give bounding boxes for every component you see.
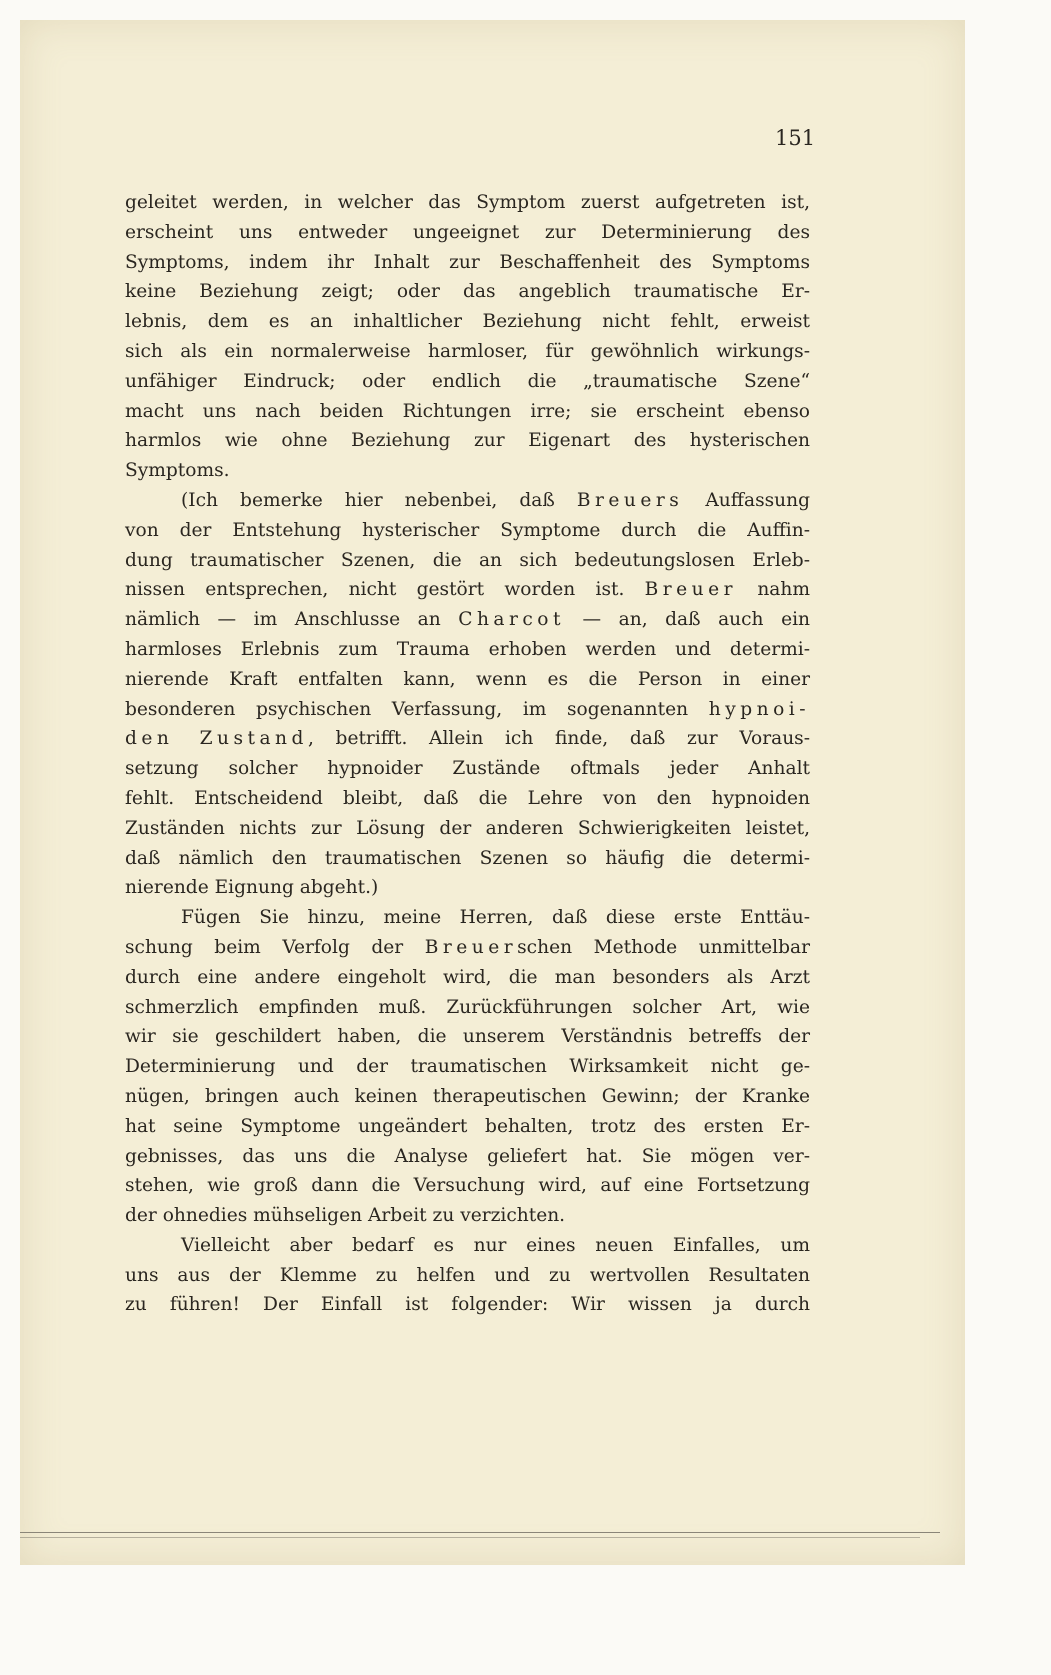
text-segment: zu führen! Der Einfall ist folgender: Wir wissen ja durch: [125, 1294, 810, 1316]
text-segment: stehen, wie groß dann die Versuchung wird, auf eine Fortsetzung: [125, 1175, 810, 1197]
text-segment: gebnisses, das uns die Analyse geliefert hat. Sie mögen ver-: [125, 1145, 810, 1167]
text-line: [125, 993, 810, 1023]
text-line: [125, 724, 810, 754]
text-line: [125, 665, 810, 695]
spaced-name: Charcot: [458, 609, 565, 631]
text-line: [125, 844, 810, 874]
text-line: [125, 307, 810, 337]
text-segment: erscheint uns entweder ungeeignet zur Determinierung des: [125, 221, 810, 243]
text-line: [125, 873, 810, 903]
text-line: [125, 754, 810, 784]
text-segment: nissen entsprechen, nicht gestört worden ist.: [125, 579, 645, 601]
text-line: [125, 605, 810, 635]
text-line: [125, 188, 810, 218]
text-segment: Symptoms, indem ihr Inhalt zur Beschaffenheit des Symptoms: [125, 251, 810, 273]
text-segment: nügen, bringen auch keinen therapeutischen Gewinn; der Kranke: [125, 1085, 810, 1107]
text-segment: geleitet werden, in welcher das Symptom zuerst aufgetreten ist,: [125, 192, 810, 213]
text-segment: besonderen psychischen Verfassung, im sogenannten: [125, 698, 709, 720]
text-line: [125, 814, 810, 844]
text-segment: uns aus der Klemme zu helfen und zu wertvollen Resultaten: [125, 1264, 810, 1286]
text-line: [125, 1112, 810, 1142]
text-line: [125, 784, 810, 814]
text-segment: keine Beziehung zeigt; oder das angeblich traumatische Er-: [125, 281, 810, 303]
text-segment: Symptoms.: [125, 460, 230, 482]
spaced-name: Breuers: [576, 489, 684, 511]
text-line: [125, 397, 810, 427]
text-segment: dung traumatischer Szenen, die an sich bedeutungslosen Erleb-: [125, 549, 810, 571]
text-segment: fehlt. Entscheidend bleibt, daß die Lehre von den hypnoiden: [125, 787, 810, 809]
text-line: [125, 367, 810, 397]
text-segment: unfähiger Eindruck; oder endlich die „traumatische Szene“: [125, 370, 810, 392]
spaced-name: den Zustand: [125, 728, 308, 750]
text-line: [125, 1171, 810, 1201]
text-line: [125, 575, 810, 605]
text-segment: sich als ein normalerweise harmloser, für gewöhnlich wirkungs-: [125, 340, 810, 362]
text-segment: von der Entstehung hysterischer Symptome durch die Auffin-: [125, 519, 810, 541]
text-segment: harmloses Erlebnis zum Trauma erhoben werden und determi-: [125, 638, 810, 660]
text-segment: der ohnedies mühseligen Arbeit zu verzichten.: [125, 1205, 566, 1227]
text-line: [125, 1261, 810, 1291]
text-segment: setzung solcher hypnoider Zustände oftmals jeder Anhalt: [125, 758, 810, 780]
text-segment: nämlich — im Anschlusse an: [125, 609, 459, 631]
text-segment: nahm: [737, 579, 810, 601]
text-segment: , betrifft. Allein ich finde, daß zur Voraus-: [307, 728, 811, 750]
text-line: [125, 1022, 810, 1052]
text-line: [125, 486, 810, 516]
text-segment: schung beim Verfolg der: [125, 936, 425, 958]
text-segment: Fügen Sie hinzu, meine Herren, daß diese erste Enttäu-: [181, 907, 810, 929]
scanned-book-page: [20, 20, 965, 1565]
text-line: [125, 1201, 810, 1231]
text-line: [125, 933, 810, 963]
text-segment: daß nämlich den traumatischen Szenen so häufig die determi-: [125, 847, 810, 869]
text-segment: Auffassung: [683, 489, 811, 511]
spaced-name: Breuer: [644, 579, 738, 601]
text-segment: Zuständen nichts zur Lösung der anderen Schwierigkeiten leistet,: [125, 817, 810, 839]
text-line: [125, 337, 810, 367]
text-line: [125, 456, 810, 486]
text-line: [125, 1052, 810, 1082]
text-segment: durch eine andere eingeholt wird, die man besonders als Arzt: [125, 966, 810, 988]
text-line: [125, 516, 810, 546]
text-segment: — an, daß auch ein: [564, 609, 810, 631]
bottom-rule: [20, 1532, 940, 1533]
text-line: [125, 218, 810, 248]
text-segment: macht uns nach beiden Richtungen irre; sie erscheint ebenso: [125, 400, 810, 422]
text-line: [125, 426, 810, 456]
page-number: 151: [775, 126, 816, 150]
text-segment: schen Methode unmittelbar: [517, 936, 810, 958]
text-segment: nierende Kraft entfalten kann, wenn es die Person in einer: [125, 668, 810, 690]
text-segment: harmlos wie ohne Beziehung zur Eigenart des hysterischen: [125, 430, 810, 452]
text-line: [125, 277, 810, 307]
text-segment: schmerzlich empfinden muß. Zurückführungen solcher Art, wie: [125, 996, 810, 1018]
text-line: [125, 635, 810, 665]
text-line: [125, 1231, 810, 1261]
text-line: [125, 963, 810, 993]
text-segment: Vielleicht aber bedarf es nur eines neuen Einfalles, um: [181, 1234, 810, 1256]
body-text: [125, 188, 810, 1320]
text-segment: hat seine Symptome ungeändert behalten, trotz des ersten Er-: [125, 1115, 810, 1137]
text-segment: (Ich bemerke hier nebenbei, daß: [181, 489, 577, 511]
spaced-name: hypnoi-: [708, 698, 810, 720]
bottom-rule-2: [20, 1537, 920, 1538]
text-line: [125, 1290, 810, 1320]
text-line: [125, 903, 810, 933]
text-line: [125, 695, 810, 725]
text-line: [125, 546, 810, 576]
spaced-name: Breuer: [424, 936, 518, 958]
text-line: [125, 1082, 810, 1112]
text-segment: Determinierung und der traumatischen Wirksamkeit nicht ge-: [125, 1056, 810, 1078]
text-line: [125, 1142, 810, 1172]
text-segment: wir sie geschildert haben, die unserem Verständnis betreffs der: [125, 1026, 810, 1048]
text-segment: lebnis, dem es an inhaltlicher Beziehung nicht fehlt, erweist: [125, 311, 810, 333]
text-segment: nierende Eignung abgeht.): [125, 877, 379, 899]
text-line: [125, 248, 810, 278]
